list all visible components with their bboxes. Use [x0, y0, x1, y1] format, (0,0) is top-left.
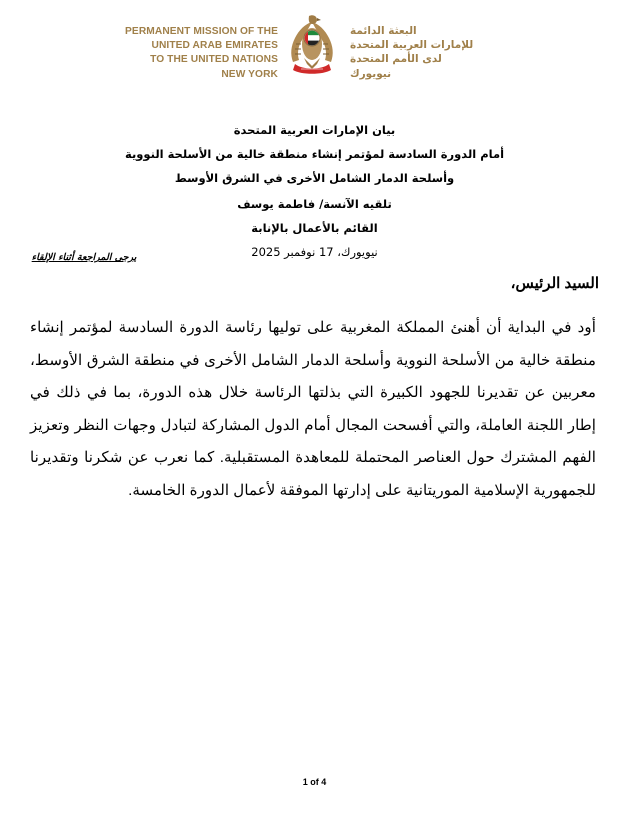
statement-subtitle-line: أمام الدورة السادسة لمؤتمر إنشاء منطقة خالية من الأسلحة النووية: [124, 147, 505, 161]
review-note: يرجى المراجعة أثناء الإلقاء: [31, 252, 137, 263]
mission-name-english-line: TO THE UNITED NATIONS: [150, 54, 278, 66]
uae-falcon-emblem-icon: [287, 14, 337, 78]
statement-heading: [0, 118, 629, 264]
mission-name-arabic: [350, 24, 510, 81]
place-date: نيويورك، 17 نوفمبر 2025: [251, 245, 378, 259]
mission-name-english-line: PERMANENT MISSION OF THE: [125, 26, 278, 37]
mission-name-arabic-line: البعثة الدائمة: [350, 25, 417, 37]
statement-title: بيان الإمارات العربية المتحدة: [233, 123, 396, 137]
letterhead: [0, 22, 629, 92]
salutation: السيد الرئيس،: [510, 275, 599, 292]
mission-name-arabic-line: نيويورك: [350, 67, 392, 80]
mission-name-english-line: NEW YORK: [221, 68, 278, 80]
speaker-role: القائم بالأعمال بالإنابة: [251, 221, 378, 235]
mission-name-english: [100, 25, 278, 82]
statement-subtitle-line: وأسلحة الدمار الشامل الأخرى في الشرق الأوسط: [174, 171, 455, 185]
page-indicator: 1 of 4: [302, 777, 327, 787]
mission-name-arabic-line: لدى الأمم المتحدة: [350, 53, 442, 66]
mission-name-arabic-line: للإمارات العربية المتحدة: [350, 39, 474, 52]
body-paragraph: أود في البداية أن أهنئ المملكة المغربية على توليها رئاسة الدورة السادسة لمؤتمر إنشاء منطقة خالية من الأسلحة النووية وأسلحة الدمار الشامل الأخرى في منطقة الشرق الأوسط، معربين عن تقديرنا للجهود الكبيرة التي بذلتها الرئاسة خلال هذه الدورة، بما في ذلك في إطار اللجنة العاملة، والتي أفسحت المجال أمام الدول المشاركة لتبادل وجهات النظر وتعزيز الفهم المشترك حول العناصر المحتملة للمعاهدة المستقبلية. كما نعرب عن شكرنا وتقديرنا للجمهورية الإسلامية الموريتانية على إدارتها الموفقة لأعمال الدورة الخامسة.: [30, 319, 596, 499]
mission-name-english-line: UNITED ARAB EMIRATES: [151, 40, 278, 52]
speaker-name: تلقيه الآنسة/ فاطمة يوسف: [237, 197, 392, 211]
